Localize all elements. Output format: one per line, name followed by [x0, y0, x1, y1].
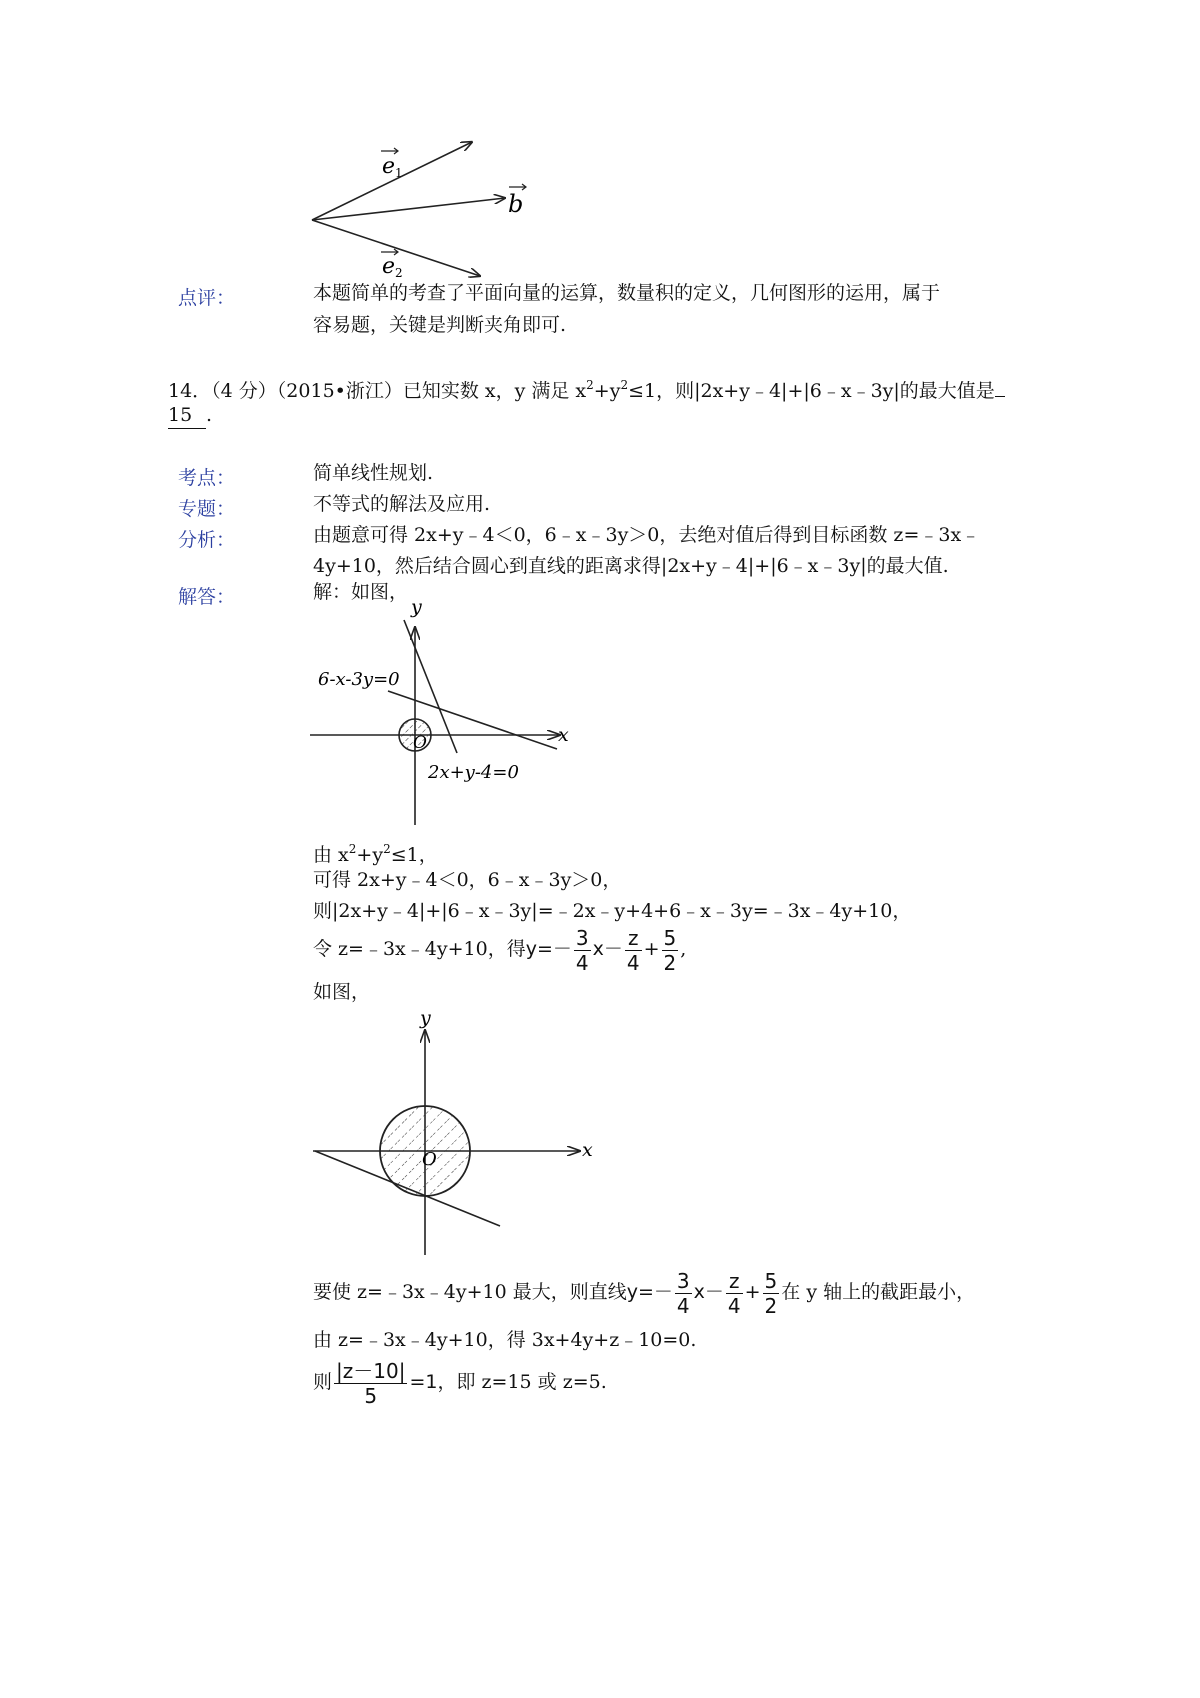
vector-b-arrow — [312, 198, 505, 220]
zhuanti-label: 专题： — [178, 498, 236, 520]
step-6: 要使 z=﹣3x﹣4y+10 最大，则直线y=－ $\frac{3}{4}$ x－ $\frac{z}{4}$ + $\frac{5}{2}$ 在 y 轴上的截距最小， — [313, 1268, 976, 1318]
step-7: 由 z=﹣3x﹣4y+10，得 3x+4y+z﹣10=0. — [313, 1329, 697, 1351]
figure-2-tangent-line — [305, 1008, 605, 1258]
fig1-x-label: x — [558, 724, 569, 746]
fig1-line2-label: 2x+y-4=0 — [428, 762, 519, 783]
step-8: 则 $\frac{|z-10|}{5}$ =1，即 z=15 或 z=5. — [313, 1358, 607, 1408]
review-label: 点评： — [178, 287, 236, 309]
review-line-2: 容易题，关键是判断夹角即可. — [313, 314, 567, 336]
zhuanti-text: 不等式的解法及应用. — [313, 493, 491, 515]
vector-b-label: b — [508, 190, 524, 218]
fraction-3-4: $\frac{3}{4}$ — [575, 925, 589, 975]
fig1-y-label: y — [411, 596, 422, 618]
vector-e1-subscript: 1 — [395, 166, 403, 180]
fig2-y-label: y — [420, 1008, 431, 1029]
step-1: 由 $x^2+y^2\le 1$， — [313, 842, 438, 866]
figure-1-feasible-region — [305, 595, 590, 830]
fig2-origin-label: O — [422, 1149, 437, 1170]
fraction-3-4: $\frac{3}{4}$ — [676, 1268, 690, 1318]
vector-e2-label: e — [382, 254, 396, 279]
kaodian-label: 考点： — [178, 467, 236, 489]
fraction-abs-z-minus-10-over-5: $\frac{|z-10|}{5}$ — [336, 1358, 406, 1408]
vector-e1-label: e — [382, 154, 396, 179]
fraction-z-4: $\frac{z}{4}$ — [626, 925, 640, 975]
jieda-text: 解：如图， — [313, 581, 409, 603]
fraction-z-4: $\frac{z}{4}$ — [727, 1268, 741, 1318]
step-4: 令 z=﹣3x﹣4y+10，得y=－ $\frac{3}{4}$ x－ $\frac{z}{4}$ + $\frac{5}{2}$ , — [313, 925, 687, 975]
vector-e2-subscript: 2 — [395, 266, 403, 280]
answer-blank: 15 — [168, 402, 206, 429]
fig1-origin-label: O — [413, 733, 427, 753]
fraction-5-2: $\frac{5}{2}$ — [764, 1268, 778, 1318]
fraction-5-2: $\frac{5}{2}$ — [663, 925, 677, 975]
fig1-line1-label: 6-x-3y=0 — [318, 669, 400, 690]
fenxi-line-1: 由题意可得 2x+y﹣4＜0，6﹣x﹣3y＞0，去绝对值后得到目标函数 z=﹣3x﹣ — [313, 524, 981, 546]
step-5: 如图， — [313, 981, 371, 1003]
jieda-label: 解答： — [178, 586, 236, 608]
fig2-x-label: x — [582, 1139, 593, 1161]
step-2: 可得 2x+y﹣4＜0，6﹣x﹣3y＞0， — [313, 869, 622, 891]
problem-14-statement: 14．（4 分）（2015•浙江）已知实数 x，y 满足 $x^2+y^2\le 1$，则|2x+y﹣4|+|6﹣x﹣3y|的最大值是 — [168, 368, 1005, 408]
review-line-1: 本题简单的考查了平面向量的运算，数量积的定义，几何图形的运用，属于 — [313, 282, 941, 304]
problem-14-answer: 15 . — [168, 398, 212, 432]
kaodian-text: 简单线性规划. — [313, 462, 434, 484]
fenxi-line-2: 4y+10，然后结合圆心到直线的距离求得|2x+y﹣4|+|6﹣x﹣3y|的最大值. — [313, 555, 949, 577]
fenxi-label: 分析： — [178, 529, 236, 551]
step-3: 则|2x+y﹣4|+|6﹣x﹣3y|=﹣2x﹣y+4+6﹣x﹣3y=﹣3x﹣4y+10， — [313, 900, 912, 922]
